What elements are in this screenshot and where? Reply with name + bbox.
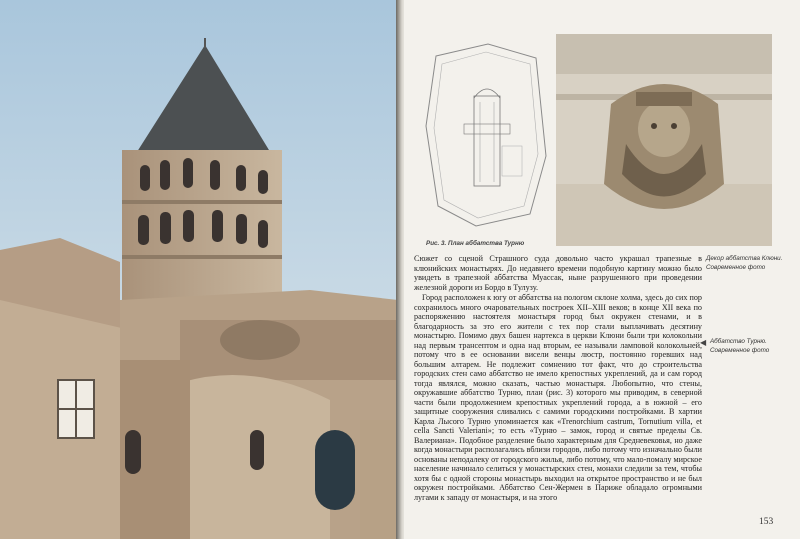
decor-photo <box>556 34 772 246</box>
paragraph: Город расположен к югу от аббатства на пологом склоне холма, здесь до сих пор сохранилось много очаровательных построек XII–XIII веков; в конце XII века по распоряжению настоятеля монастыря город был окружен стенами, и в благодарность за это его жители с тех пор стали выплачивать десятину монастырю. Помимо двух башен нартекса в церкви Клюни были три колокольни над первым трансептом и одна над вторым, ее называли ламповой колокольней, потому что в ее основании висели венцы люстр, постоянно горевших над большим алтарем. Не подлежит сомнению тот факт, что до строительства городских стен само аббатство не имело крепостных укреплений, да и сам город тогда являлся, можно сказать, частью монастыря. Любопытно, что стены, окружавшие аббатство Турню, план (рис. 3) которого мы приводим, в северной части были продолжением крепостных укреплений города, а в южной – его защитные сооружения сливались с самими городскими постройками. В хартии Карла Лысого Турню упоминается как «Trenorchium castrum, Tornutium villa, et cella Sancti Valeriani»; то есть «Турню – замок, город и святые пределы Св. Валериана». Подобное разделение было характерным для Средневековья, но даже когда монастыри располагались вблизи городов, либо потому что изначально были основаны неподалеку от городского жилья, либо потому, что мало-помалу мирское население начинало селиться у монастырских стен, монахи следили за тем, чтобы хотя бы с одной стороны монастырь выходил на открытое пространство и не был окружен постройками. Аббатство Сен-Жермен в Париже обладало огромными лугами к западу от монастыря, и на этого <box>414 293 702 502</box>
decor-photo-caption: Декор аббатства Клюни. Современное фото <box>706 255 783 271</box>
plan-caption: Рис. 3. План аббатства Турню <box>426 240 525 247</box>
body-text <box>414 254 702 503</box>
page-number: 153 <box>759 517 774 527</box>
right-page <box>404 0 800 539</box>
paragraph: Сюжет со сценой Страшного суда довольно часто украшал трапезные в клюнийских монастырях. До недавнего времени подобную картину можно было увидеть в трапезной аббатства Муассак, ныне разрушенного при проведении железной дороги из Бордо в Тулузу. <box>414 254 702 292</box>
abbey-plan-drawing <box>418 36 554 232</box>
abbey-photo-caption: Аббатство Турню. Современное фото <box>710 338 770 354</box>
abbey-illustration <box>0 0 398 539</box>
abbey-tower-photo <box>0 0 398 539</box>
arrow-left-icon: ◀ <box>700 338 707 347</box>
